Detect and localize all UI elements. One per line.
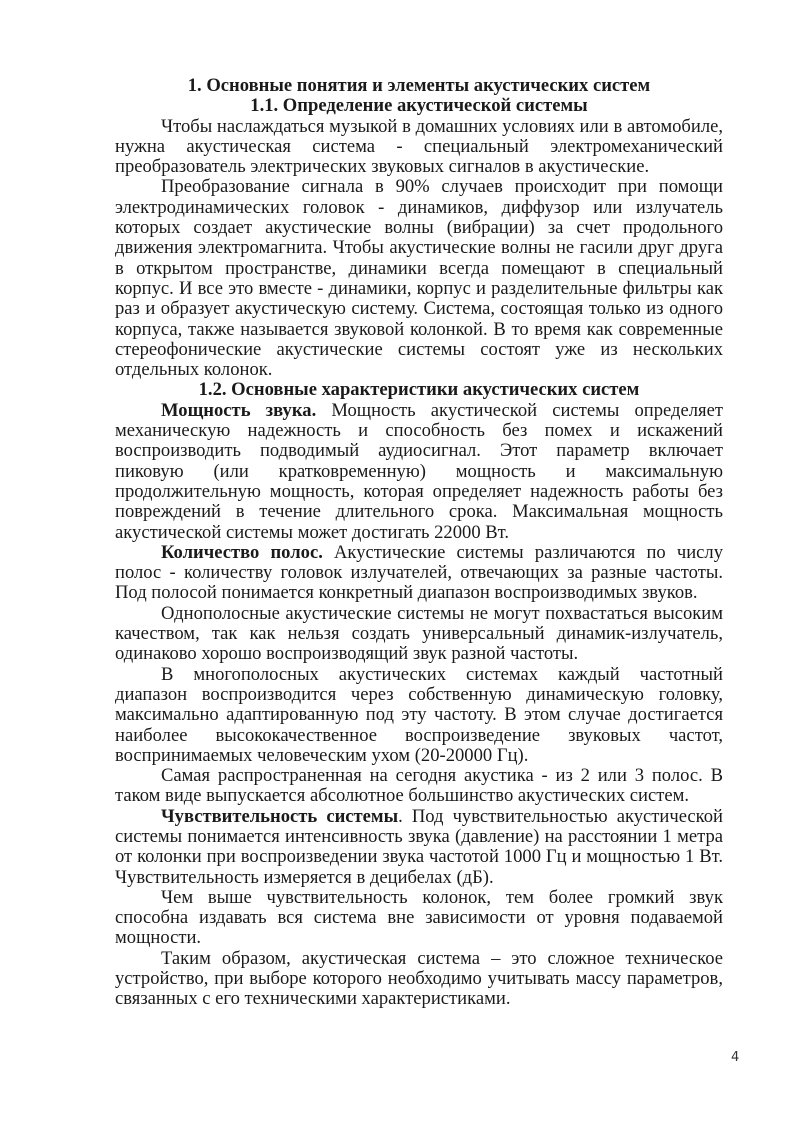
paragraph-multi-band: В многополосных акустических системах каждый частотный диапазон воспроизводится через собственную динамическую головку, максимально адаптированную под эту частоту. В этом случае достигается наиболее высококачественное воспроизведение звуковых частот, воспринимаемых человеческим ухом (20-20000 Гц). bbox=[115, 663, 723, 766]
paragraph-bands-text: Акустические системы различаются по числу полос - количеству головок излучателей, отвечающих за разные частоты. Под полосой понимается конкретный диапазон воспроизводимых звуков. bbox=[115, 541, 723, 604]
paragraph-conclusion: Таким образом, акустическая система – это сложное техническое устройство, при выборе которого необходимо учитывать массу параметров, связанных с его техническими характеристиками. bbox=[115, 947, 723, 1010]
paragraph-sensitivity-text: . Под чувствительностью акустической системы понимается интенсивность звука (давление) на расстоянии 1 метра от колонки при воспроизведении звука частотой 1000 Гц и мощностью 1 Вт. Чувствительность измеряется в децибелах (дБ). bbox=[115, 805, 723, 888]
subsection-heading-characteristics: 1.2. Основные характеристики акустических систем bbox=[198, 379, 640, 401]
paragraph-intro: Чтобы наслаждаться музыкой в домашних условиях или в автомобиле, нужна акустическая система - специальный электромеханический преобразователь электрических звуковых сигналов в акустические. bbox=[115, 115, 723, 178]
paragraph-conversion: Преобразование сигнала в 90% случаев происходит при помощи электродинамических головок - динамиков, диффузор или излучатель которых создает акустические волны (вибрации) за счет продольного движения электромагнита. Чтобы акустические волны не гасили друг друга в открытом пространстве, динамики всегда помещают в специальный корпус. И все это вместе - динамики, корпус и разделительные фильтры как раз и образует акустическую систему. Система, состоящая только из одного корпуса, также называется звуковой колонкой. В то время как современные стереофонические акустические системы состоят уже из нескольких отдельных колонок. bbox=[115, 176, 723, 381]
section-heading: 1. Основные понятия и элементы акустических систем bbox=[187, 75, 651, 96]
term-power: Мощность звука. bbox=[161, 399, 317, 421]
term-sensitivity: Чувствительность системы bbox=[161, 805, 399, 827]
paragraph-single-band: Однополосные акустические системы не могут похвастаться высоким качеством, так как нельзя создать универсальный динамик-излучатель, одинаково хорошо воспроизводящий звук разной частоты. bbox=[115, 602, 723, 665]
paragraph-bands bbox=[115, 543, 723, 604]
paragraph-power bbox=[115, 401, 723, 543]
subsection-heading-definition: 1.1. Определение акустической системы bbox=[250, 95, 588, 117]
page-number: 4 bbox=[731, 1050, 740, 1065]
paragraph-sensitivity bbox=[115, 807, 723, 888]
paragraph-common-acoustics: Самая распространенная на сегодня акустика - из 2 или 3 полос. В таком виде выпускается абсолютное большинство акустических систем. bbox=[115, 765, 723, 807]
paragraph-loudness: Чем выше чувствительность колонок, тем более громкий звук способна издавать вся система вне зависимости от уровня подаваемой мощности. bbox=[115, 886, 723, 949]
document-page bbox=[115, 76, 723, 1010]
paragraph-power-text: Мощность акустической системы определяет механическую надежность и способность без помех и искажений воспроизводить подводимый аудиосигнал. Этот параметр включает пиковую (или кратковременную) мощность и максимальную продолжительную мощность, которая определяет надежность работы без повреждений в течение длительного срока. Максимальная мощность акустической системы может достигать 22000 Вт. bbox=[115, 399, 723, 543]
term-bands: Количество полос. bbox=[161, 541, 323, 563]
